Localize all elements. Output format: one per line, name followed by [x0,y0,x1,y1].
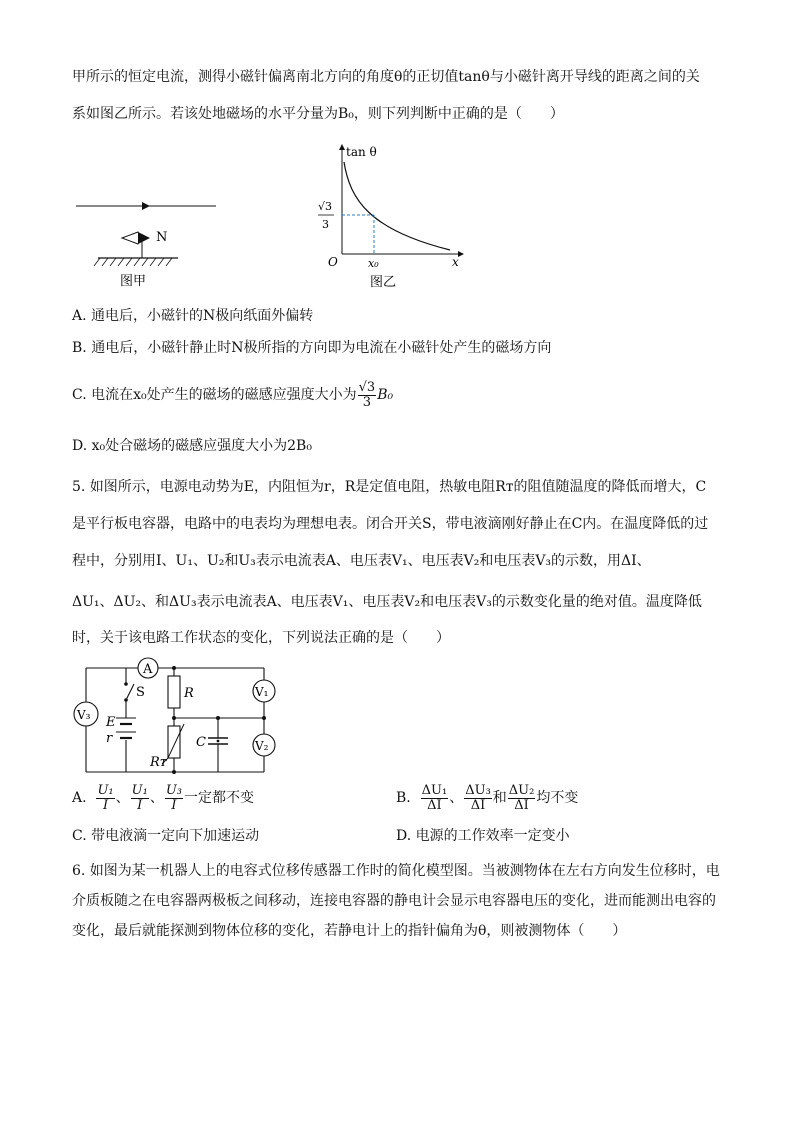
needle-north-end-icon [138,232,150,244]
y-tick-numerator: √3 [318,200,333,213]
droplet-dot [217,740,220,743]
switch-blade-icon [126,684,134,700]
q4-option-a: A. 通电后，小磁针的N极向纸面外偏转 [72,308,314,324]
q5-a-sep-1: 、 [115,790,130,806]
q5-b-sep: 、 [449,790,464,806]
q5-b-frac-2 [464,784,492,813]
q5-a-frac-2-den: I [137,797,143,813]
q5-a-frac-3 [165,784,183,813]
current-arrow-icon [142,202,150,210]
y-axis-arrow-icon [339,144,345,150]
junction-dot-right [262,716,266,720]
q5-a-frac-3-den: I [171,797,177,813]
capacitor-label: C [196,735,206,750]
q4-option-c-text: C. 电流在x₀处产生的磁场的磁感应强度大小为 [72,387,357,403]
q6-line-2: 介质板随之在电容器两极板之间移动，连接电容器的静电计会显示电容器电压的变化，进而能测出电容的 [72,893,716,909]
q5-option-c: C. 带电液滴一定向下加速运动 [72,828,260,844]
resistor-r-label: R [184,686,194,701]
q4-option-c-unit: B₀ [377,387,394,403]
thermistor-label: Rᴛ [150,755,167,770]
tan-theta-curve [344,162,450,250]
q5-option-b-suffix: 均不变 [536,790,579,806]
intro-line-1: 甲所示的恒定电流，测得小磁针偏离南北方向的角度θ的正切值tanθ与小磁针离开导线的距离之间的关 [72,69,700,85]
circuit-diagram [70,654,280,779]
fig-yi-caption: 图乙 [370,275,397,290]
x-axis-label: x [452,255,459,269]
voltmeter-v3-label: V₃ [77,708,91,722]
battery-icon [116,718,136,738]
q5-option-a-suffix: 一定都不变 [183,790,254,806]
q4-c-frac-num: √3 [358,379,376,395]
x0-label: x₀ [368,257,379,270]
q6-line-1: 6. 如图为某一机器人上的电容式位移传感器工作时的简化模型图。当被测物体在左右方向发生位移时，电 [72,863,720,879]
q5-b-frac-1 [421,784,449,813]
resistor-r-icon [168,676,180,708]
y-axis-label: tan θ [346,145,377,159]
q5-line-5: 时，关于该电路工作状态的变化，下列说法正确的是（ ） [72,630,450,646]
q5-option-d: D. 电源的工作效率一定变小 [396,828,570,844]
ground-hatch [94,258,172,266]
q5-line-3: 程中，分别用I、U₁、U₂和U₃表示电流表A、电压表V₁、电压表V₂和电压表V₃的示数，用ΔI、 [72,553,651,569]
voltmeter-v2-label: V₂ [255,739,269,753]
q5-a-frac-1 [96,784,114,813]
ammeter-label: A [143,662,153,677]
q5-option-b [396,780,578,816]
q5-a-sep-2: 、 [149,790,164,806]
q6-line-3: 变化，最后就能探测到物体位移的变化，若静电计上的指针偏角为θ，则被测物体（ ） [72,923,627,939]
switch-label: S [136,685,145,700]
q4-option-c-fraction [358,381,377,410]
switch-pivot [124,682,128,686]
q5-line-2: 是平行板电容器，电路中的电表均为理想电表。闭合开关S，带电液滴刚好静止在C内。在温度降低的过 [72,516,709,532]
q5-b-frac-3 [508,784,536,813]
q5-b-frac-2-num: ΔU₃ [465,782,491,798]
emf-label: E [106,715,116,730]
q4-option-b: B. 通电后，小磁针静止时N极所指的方向即为电流在小磁针处产生的磁场方向 [72,340,552,356]
q4-option-d: D. x₀处合磁场的磁感应强度大小为2B₀ [72,438,312,454]
figure-jia [70,190,230,290]
junction-dot-bottom [172,770,176,774]
q5-line-4: ΔU₁、ΔU₂、和ΔU₃表示电流表A、电压表V₁、电压表V₂和电压表V₃的示数变化量的绝对值。温度降低 [72,594,702,610]
q5-b-frac-1-num: ΔU₁ [421,782,448,798]
switch-contact [124,698,128,702]
intro-line-2: 系如图乙所示。若该处地磁场的水平分量为B₀，则下列判断中正确的是（ ） [72,106,564,122]
q4-c-frac-den: 3 [362,394,372,410]
y-tick-denominator: 3 [322,218,329,231]
x-axis-arrow-icon [458,251,464,257]
q5-a-frac-2-num: U₁ [131,782,148,798]
q5-a-frac-2 [131,784,149,813]
needle-n-label: N [156,230,168,245]
q4-option-c [72,377,393,413]
junction-dot-top [172,666,176,670]
q5-option-b-label: B. [396,790,411,806]
origin-label: O [328,255,338,269]
q5-option-a-label: A. [72,790,87,806]
junction-dot-cap [216,716,220,720]
fig-jia-caption: 图甲 [120,274,147,289]
q5-a-frac-1-num: U₁ [97,782,114,798]
q5-option-a [72,780,254,816]
voltmeter-v1-label: V₁ [255,685,269,699]
q5-b-frac-1-den: ΔI [427,797,442,813]
q5-b-and: 和 [492,790,507,806]
figure-yi [310,140,470,290]
q5-b-frac-3-num: ΔU₂ [508,782,535,798]
junction-dot-mid [172,716,176,720]
q5-line-1: 5. 如图所示，电源电动势为E，内阻恒为r，R是定值电阻，热敏电阻Rᴛ的阻值随温度的降低而增大，C [72,479,707,495]
q5-a-frac-3-num: U₃ [165,782,182,798]
q5-a-frac-1-den: I [102,797,109,813]
q5-b-frac-3-den: ΔI [514,797,529,813]
internal-resistance-label: r [106,731,113,746]
q5-b-frac-2-den: ΔI [470,797,486,813]
